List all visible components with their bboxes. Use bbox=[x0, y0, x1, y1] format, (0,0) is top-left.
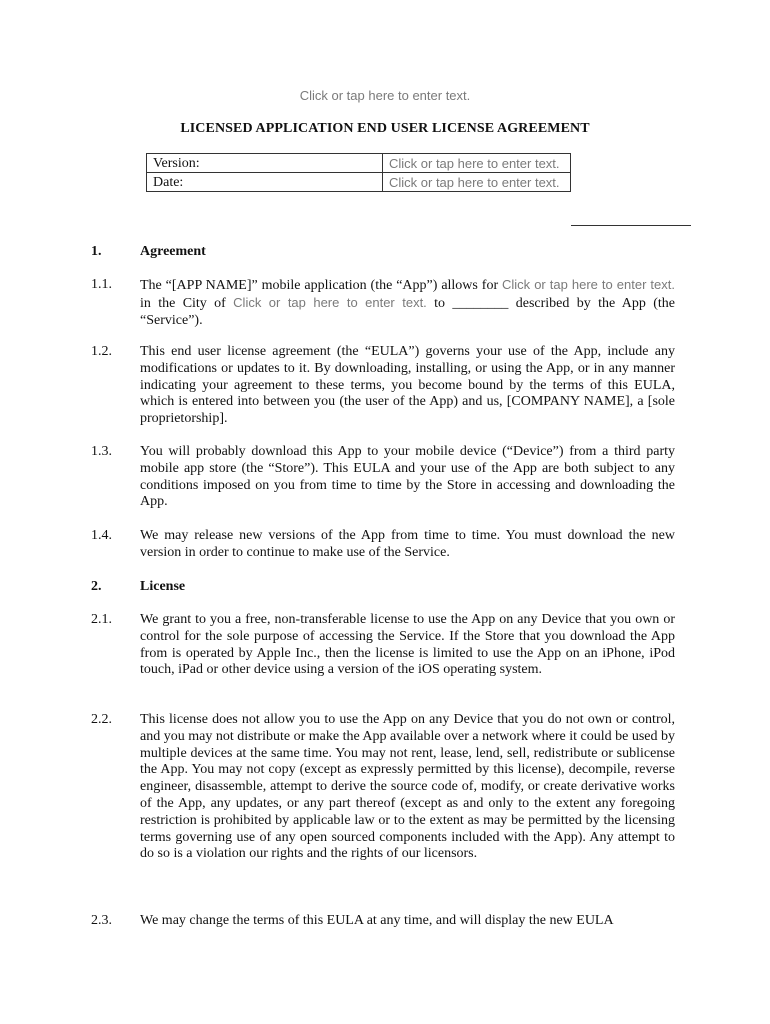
clause-body: This license does not allow you to use the App on any Device that you do not own or control, and you may not distribute or make the App available over a network where it could be used by multiple devices at the same time. You may not rent, lease, lend, sell, redistribute or sublicense the App. You may not copy (except as expressly permitted by this license), decompile, reverse engineer, disassemble, attempt to derive the source code of, modify, or create derivative works of the App, any updates, or any part thereof (except as and only to the extent any foregoing restriction is prohibited by applicable law or to the extent as may be permitted by the licensing terms governing use of any open sourced components included with the App). Any attempt to do so is a violation our rights and the rights of our licensors. bbox=[140, 712, 675, 862]
clause-number: 2.3. bbox=[91, 913, 112, 928]
clause-text-part: in the City of bbox=[140, 295, 234, 311]
version-label: Version: bbox=[147, 154, 383, 173]
clause-number: 1.4. bbox=[91, 528, 112, 543]
clause-number: 1.2. bbox=[91, 344, 112, 359]
top-placeholder-field[interactable]: Click or tap here to enter text. bbox=[299, 88, 471, 103]
document-title: LICENSED APPLICATION END USER LICENSE AGREEMENT bbox=[180, 121, 590, 136]
section-title: Agreement bbox=[140, 244, 206, 259]
clause-text-part: to ________ described by the App (the “Service”). bbox=[140, 295, 675, 328]
clause-1-4 bbox=[91, 528, 676, 562]
clause-2-1 bbox=[91, 612, 676, 679]
clause-text-part: The “[APP NAME]” mobile application (the “App”) allows for bbox=[140, 278, 503, 293]
clause-body: This end user license agreement (the “EULA”) governs your use of the App, include any modifications or updates to it. By downloading, installing, or using the App, or in any manner indicating your agreement to these terms, you become bound by the terms of this EULA, which is entered into between you (the user of the App) and us, [COMPANY NAME], a [sole proprietorship]. bbox=[140, 344, 675, 427]
date-row bbox=[147, 173, 571, 192]
section-number: 2. bbox=[91, 579, 102, 594]
clause-number: 2.1. bbox=[91, 612, 112, 627]
city-placeholder-field[interactable]: Click or tap here to enter text. bbox=[233, 294, 427, 310]
section-title: License bbox=[140, 579, 186, 594]
table-extension-rule bbox=[571, 225, 691, 226]
service-placeholder-field[interactable]: Click or tap here to enter text. bbox=[502, 277, 675, 292]
clause-2-2 bbox=[91, 712, 676, 863]
clause-number: 1.1. bbox=[91, 277, 112, 292]
date-label: Date: bbox=[147, 173, 383, 192]
clause-number: 1.3. bbox=[91, 444, 112, 459]
clause-body: We may change the terms of this EULA at any time, and will display the new EULA bbox=[140, 913, 614, 928]
clause-1-1 bbox=[91, 277, 676, 329]
clause-1-2 bbox=[91, 344, 676, 428]
clause-body: We may release new versions of the App from time to time. You must download the new version in order to continue to make use of the Service. bbox=[140, 528, 675, 560]
clause-body bbox=[140, 277, 675, 329]
clause-number: 2.2. bbox=[91, 712, 112, 727]
version-date-table bbox=[146, 153, 571, 192]
version-value-field[interactable]: Click or tap here to enter text. bbox=[383, 154, 571, 173]
section-number: 1. bbox=[91, 244, 102, 259]
clause-2-3 bbox=[91, 913, 676, 930]
clause-body: We grant to you a free, non-transferable license to use the App on any Device that you own or control for the sole purpose of accessing the Service. If the Store that you download the App from is operated by Apple Inc., then the license is limited to use the App on an iPhone, iPod touch, iPad or other device using a version of the iOS operating system. bbox=[140, 612, 675, 678]
clause-body: You will probably download this App to your mobile device (“Device”) from a third party mobile app store (the “Store”). This EULA and your use of the App are both subject to any conditions imposed on you from time to time by the Store in accessing and downloading the App. bbox=[140, 444, 675, 510]
version-row bbox=[147, 154, 571, 173]
date-value-field[interactable]: Click or tap here to enter text. bbox=[383, 173, 571, 192]
clause-1-3 bbox=[91, 444, 676, 511]
